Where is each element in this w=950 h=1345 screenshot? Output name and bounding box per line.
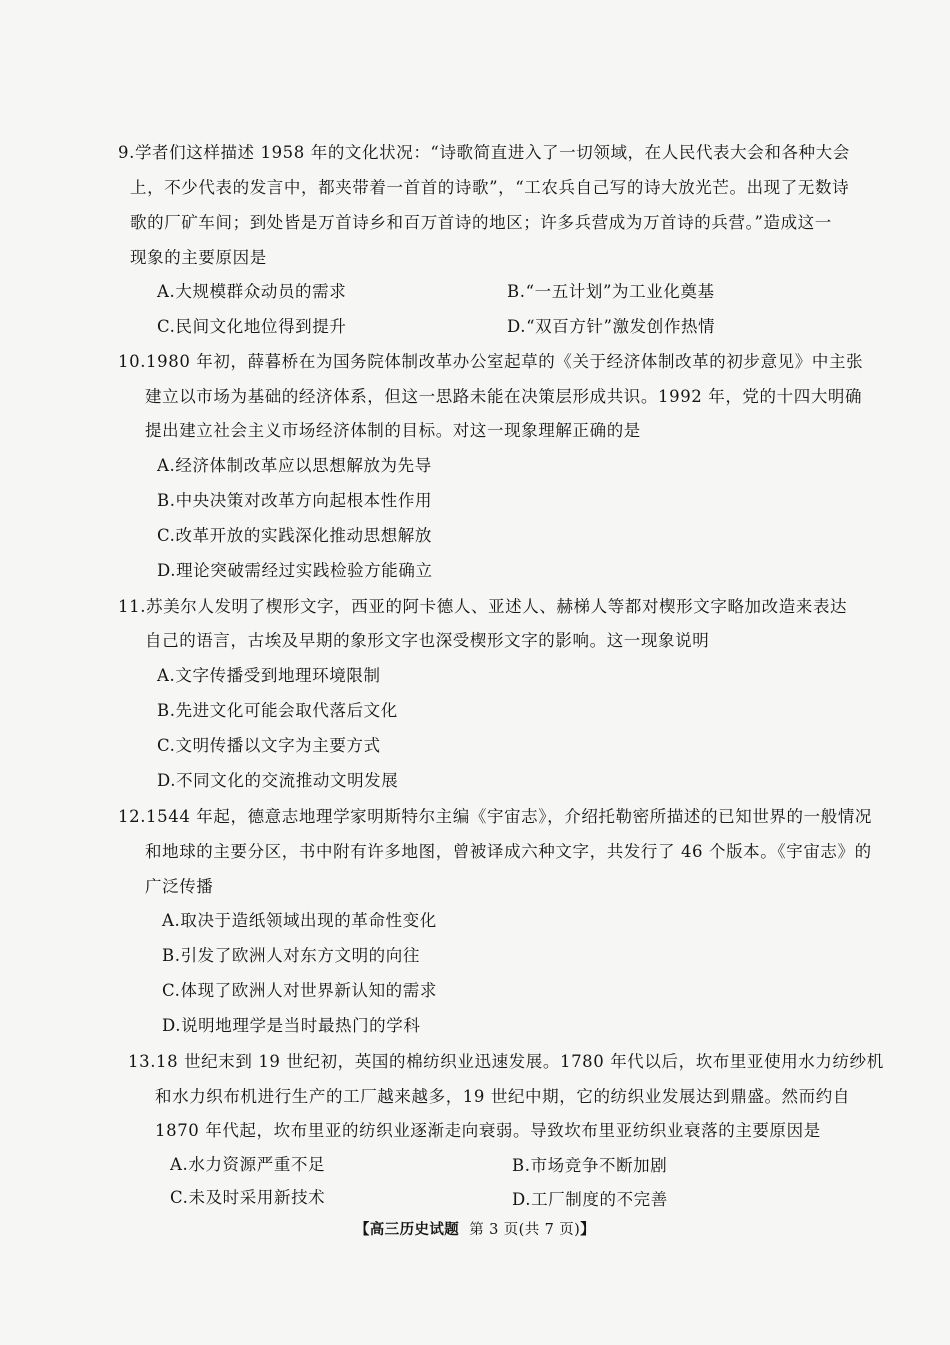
q10-option-b: B.中央决策对改革方向起根本性作用 bbox=[157, 491, 433, 510]
q11-option-a: A.文字传播受到地理环境限制 bbox=[157, 666, 381, 685]
q10-stem-line-2: 建立以市场为基础的经济体系，但这一思路未能在决策层形成共识。1992 年，党的十四大明确 bbox=[145, 387, 863, 406]
q11-option-d: D.不同文化的交流推动文明发展 bbox=[157, 771, 399, 790]
q11-option-b: B.先进文化可能会取代落后文化 bbox=[157, 701, 398, 720]
q11-stem-line-2: 自己的语言，古埃及早期的象形文字也深受楔形文字的影响。这一现象说明 bbox=[145, 631, 710, 650]
q10-option-c: C.改革开放的实践深化推动思想解放 bbox=[157, 526, 432, 545]
q12-option-d: D.说明地理学是当时最热门的学科 bbox=[162, 1016, 421, 1035]
q11-stem-line-1: 11.苏美尔人发明了楔形文字，西亚的阿卡德人、亚述人、赫梯人等都对楔形文字略加改造来表达 bbox=[118, 597, 848, 616]
q13-stem-line-1: 13.18 世纪末到 19 世纪初，英国的棉纺织业迅速发展。1780 年代以后，坎布里亚使用水力纺纱机 bbox=[128, 1052, 884, 1071]
q9-stem-line-2: 上，不少代表的发言中，都夹带着一首首的诗歌”，“工农兵自己写的诗大放光芒。出现了无数诗 bbox=[130, 178, 850, 197]
q13-option-b: B.市场竞争不断加剧 bbox=[512, 1156, 668, 1175]
q9-stem-line-3: 歌的厂矿车间；到处皆是万首诗乡和百万首诗的地区；许多兵营成为万首诗的兵营。”造成这一 bbox=[130, 213, 832, 232]
q12-stem-line-3: 广泛传播 bbox=[145, 877, 214, 896]
q9-stem-line-4: 现象的主要原因是 bbox=[130, 248, 267, 267]
q10-stem-line-1: 10.1980 年初，薛暮桥在为国务院体制改革办公室起草的《关于经济体制改革的初步意见》中主张 bbox=[118, 352, 864, 371]
q13-option-c: C.未及时采用新技术 bbox=[170, 1188, 326, 1207]
footer-bracket-open: 【 bbox=[354, 1221, 370, 1238]
q13-option-d: D.工厂制度的不完善 bbox=[512, 1190, 668, 1209]
q9-option-d: D.“双百方针”激发创作热情 bbox=[507, 317, 716, 336]
q9-option-a: A.大规模群众动员的需求 bbox=[157, 282, 347, 301]
q9-stem-line-1: 9.学者们这样描述 1958 年的文化状况：“诗歌简直进入了一切领域，在人民代表大会和各种大会 bbox=[118, 143, 850, 162]
q10-option-d: D.理论突破需经过实践检验方能确立 bbox=[157, 561, 433, 580]
q12-stem-line-2: 和地球的主要分区，书中附有许多地图，曾被译成六种文字，共发行了 46 个版本。《宇宙志》的 bbox=[145, 842, 872, 861]
q12-option-c: C.体现了欧洲人对世界新认知的需求 bbox=[162, 981, 437, 1000]
q9-option-b: B.“一五计划”为工业化奠基 bbox=[507, 282, 715, 301]
q13-stem-line-3: 1870 年代起，坎布里亚的纺织业逐渐走向衰弱。导致坎布里亚纺织业衰落的主要原因是 bbox=[155, 1121, 821, 1140]
footer-title: 高三历史试题 bbox=[369, 1221, 460, 1238]
q13-stem-line-2: 和水力织布机进行生产的工厂越来越多，19 世纪中期，它的纺织业发展达到鼎盛。然而约自 bbox=[155, 1087, 850, 1106]
q9-option-c: C.民间文化地位得到提升 bbox=[157, 317, 347, 336]
q11-option-c: C.文明传播以文字为主要方式 bbox=[157, 736, 381, 755]
q12-stem-line-1: 12.1544 年起，德意志地理学家明斯特尔主编《宇宙志》，介绍托勒密所描述的已知世界的一般情况 bbox=[118, 807, 873, 826]
q12-option-b: B.引发了欧洲人对东方文明的向往 bbox=[162, 946, 420, 965]
q13-option-a: A.水力资源严重不足 bbox=[170, 1155, 326, 1174]
q10-stem-line-3: 提出建立社会主义市场经济体制的目标。对这一现象理解正确的是 bbox=[145, 421, 641, 440]
page-footer bbox=[0, 1218, 950, 1239]
footer-bracket-close: 】 bbox=[580, 1221, 596, 1238]
q12-option-a: A.取决于造纸领域出现的革命性变化 bbox=[162, 911, 437, 930]
footer-page-number: 第 3 页(共 7 页) bbox=[469, 1222, 581, 1238]
q10-option-a: A.经济体制改革应以思想解放为先导 bbox=[157, 456, 432, 475]
